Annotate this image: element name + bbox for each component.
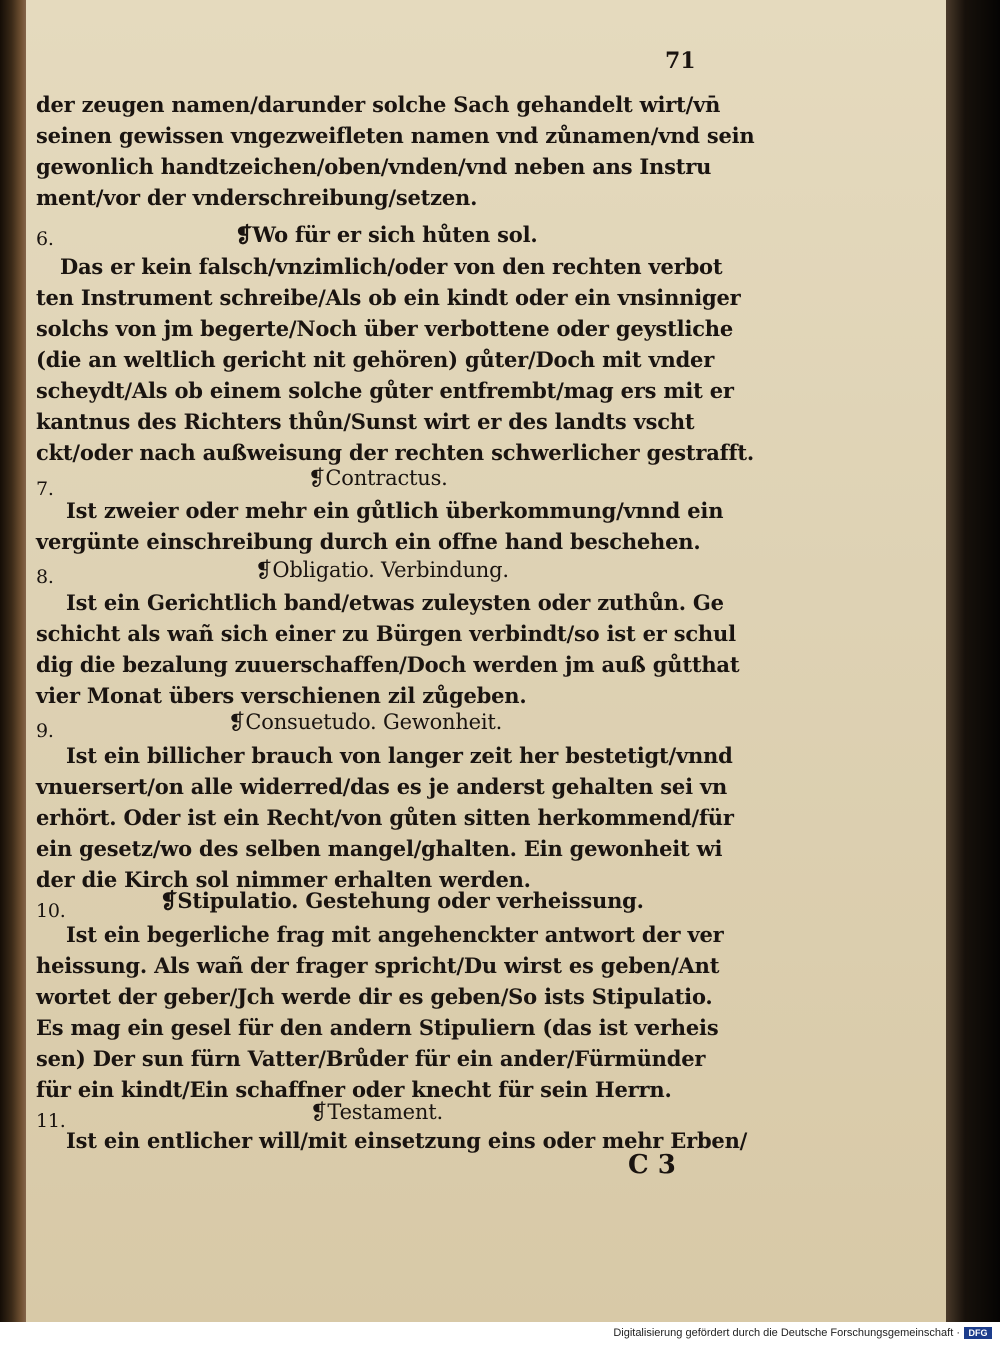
text-line: vnuersert/on alle widerred/das es je anderst gehalten sei vn [36,774,728,799]
text-line: Das er kein falsch/vnzimlich/oder von den rechten verbot [60,254,723,279]
section-number: 9. [36,720,54,742]
footer-bar [0,1322,1000,1345]
page-number: 71 [665,48,696,74]
section-number: 7. [36,478,54,500]
section-heading: ❡Obligatio. Verbindung. [255,558,509,582]
section-heading: ❡Wo für er sich hůten sol. [235,222,538,247]
text-line: (die an weltlich gericht nit gehören) gůter/Doch mit vnder [36,347,715,372]
dfg-logo: DFG [964,1327,992,1339]
signature-mark: C 3 [628,1150,676,1180]
text-line: Ist zweier oder mehr ein gůtlich überkommung/vnnd ein [66,498,724,523]
text-line: Ist ein billicher brauch von langer zeit her bestetigt/vnnd [66,743,733,768]
book-spine [0,0,26,1322]
text-line: vergünte einschreibung durch ein offne hand beschehen. [36,529,701,554]
section-number: 6. [36,228,54,250]
text-line: der die Kirch sol nimmer erhalten werden. [36,867,531,892]
section-heading: ❡Contractus. [308,466,448,490]
text-line: kantnus des Richters thůn/Sunst wirt er des landts vscht [36,409,695,434]
text-line: erhört. Oder ist ein Recht/von gůten sitten herkommend/für [36,805,734,830]
text-line: der zeugen namen/darunder solche Sach gehandelt wirt/vn̄ [36,92,721,117]
section-number: 11. [36,1110,66,1132]
text-line: scheydt/Als ob einem solche gůter entfrembt/mag ers mit er [36,378,734,403]
text-line: vier Monat übers verschienen zil zůgeben. [36,683,527,708]
text-line: sen) Der sun fürn Vatter/Brůder für ein ander/Fürmünder [36,1046,706,1071]
text-line: Ist ein Gerichtlich band/etwas zuleysten oder zuthůn. Ge [66,590,724,615]
text-line: seinen gewissen vngezweifleten namen vnd zůnamen/vnd sein [36,123,755,148]
page-edge [946,0,1000,1322]
section-number: 10. [36,900,66,922]
section-heading: ❡Stipulatio. Gestehung oder verheissung. [160,888,644,913]
section-number: 8. [36,566,54,588]
text-line: Es mag ein gesel für den andern Stipuliern (das ist verheis [36,1015,719,1040]
text-line: solchs von jm begerte/Noch über verbottene oder geystliche [36,316,734,341]
text-line: ckt/oder nach außweisung der rechten schwerlicher gestrafft. [36,440,754,465]
text-line: für ein kindt/Ein schaffner oder knecht für sein Herrn. [36,1077,672,1102]
text-line: dig die bezalung zuuerschaffen/Doch werden jm auß gůtthat [36,652,740,677]
section-heading: ❡Testament. [310,1100,443,1124]
text-line: gewonlich handtzeichen/oben/vnden/vnd neben ans Instru [36,154,712,179]
text-line: Ist ein begerliche frag mit angehenckter antwort der ver [66,922,724,947]
text-line: ment/vor der vnderschreibung/setzen. [36,185,478,210]
text-line: ein gesetz/wo des selben mangel/ghalten. Ein gewonheit wi [36,836,723,861]
text-line: wortet der geber/Jch werde dir es geben/So ists Stipulatio. [36,984,713,1009]
text-line: schicht als wañ sich einer zu Bürgen verbindt/so ist er schul [36,621,736,646]
text-line: heissung. Als wañ der frager spricht/Du wirst es geben/Ant [36,953,720,978]
text-line: ten Instrument schreibe/Als ob ein kindt oder ein vnsinniger [36,285,741,310]
section-heading: ❡Consuetudo. Gewonheit. [228,710,503,734]
text-line: Ist ein entlicher will/mit einsetzung eins oder mehr Erben/ [66,1128,748,1153]
footer-credit: Digitalisierung gefördert durch die Deutsche Forschungsgemeinschaft · [613,1327,960,1339]
